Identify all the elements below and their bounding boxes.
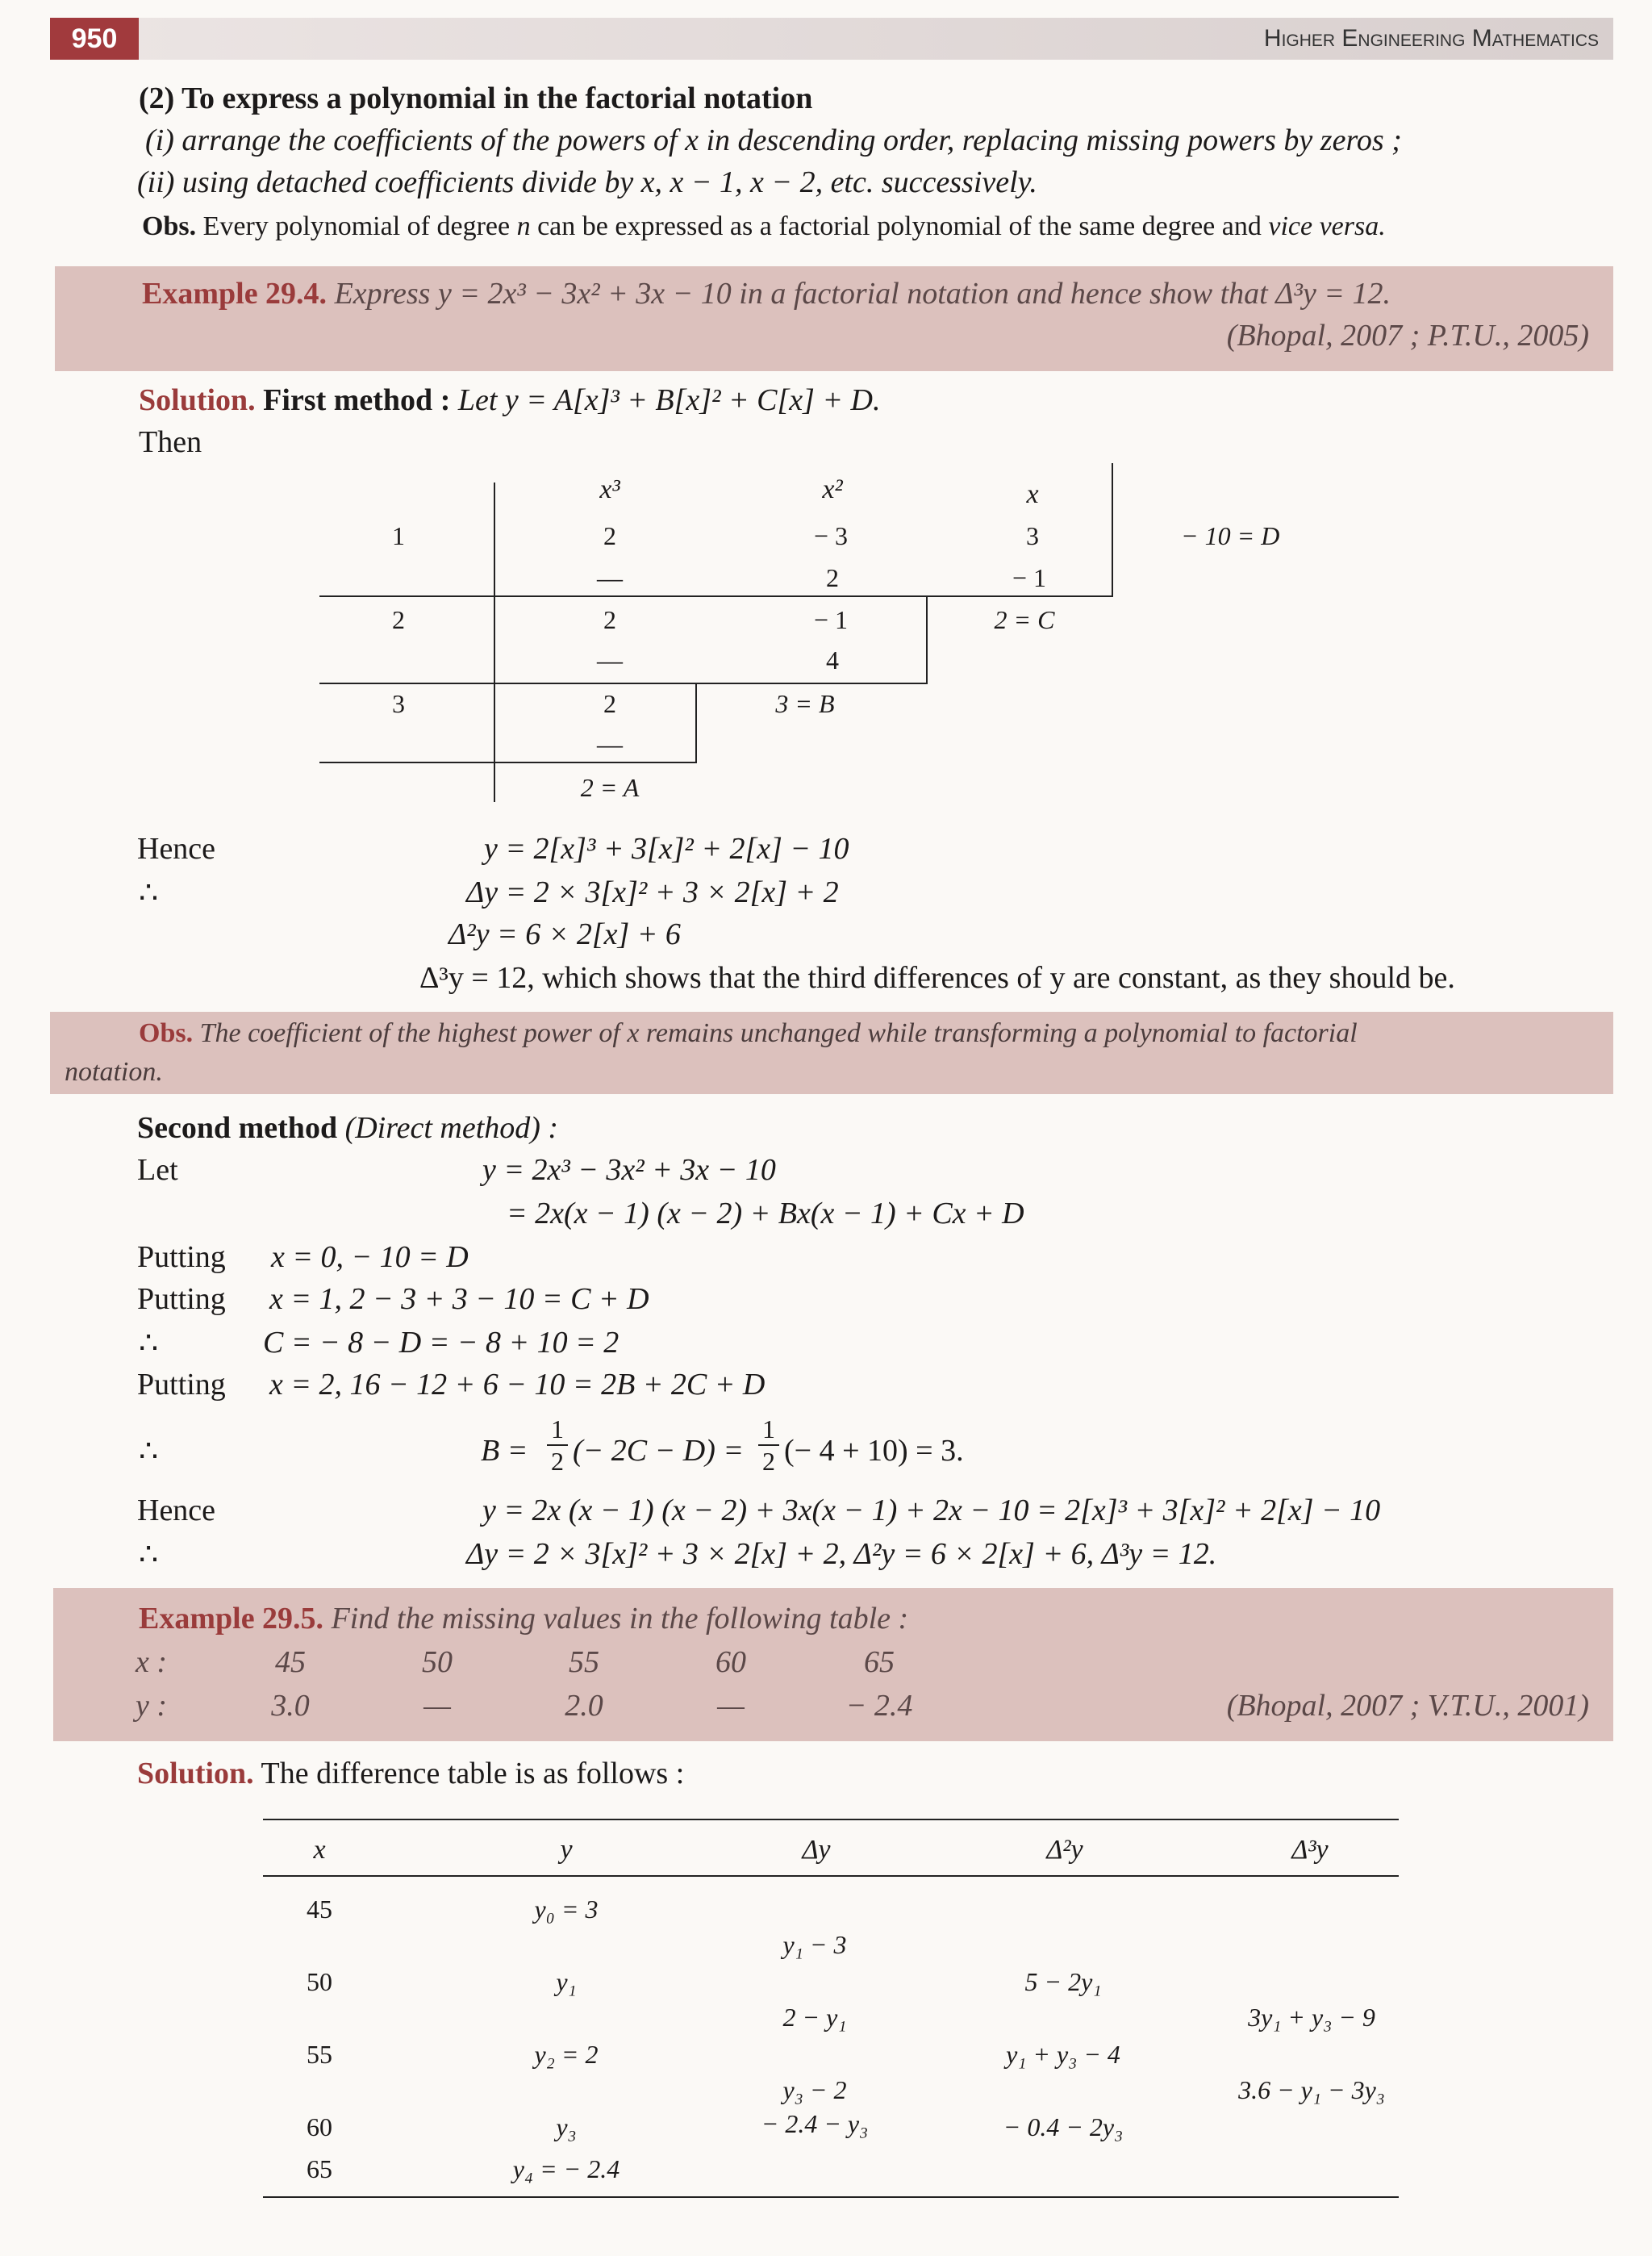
putting-3: x = 2, 16 − 12 + 6 − 10 = 2B + 2C + D	[269, 1368, 766, 1402]
b-line-b: (− 2C − D) =	[573, 1434, 745, 1468]
th-y: y	[560, 1835, 573, 1865]
r1-b: − 3	[813, 521, 849, 550]
th-d2y: Δ²y	[1046, 1835, 1083, 1865]
d3y-1: 3.6 − y₁ − 3y₃	[1238, 2075, 1385, 2104]
b-line-a: B =	[481, 1434, 528, 1468]
dy-2: y₃ − 2	[782, 2075, 847, 2104]
putting-2-label: Putting	[137, 1282, 226, 1316]
header-x: x	[1026, 479, 1039, 509]
then-label: Then	[139, 425, 202, 459]
r1u-a: —	[597, 563, 623, 592]
putting-1-label: Putting	[137, 1240, 226, 1274]
therefore-3: ∴	[139, 1435, 159, 1468]
fraction-2	[758, 1414, 779, 1477]
example-29-5-label: Example 29.5.	[139, 1602, 324, 1636]
ex2-x-3: 60	[715, 1645, 746, 1679]
y-0: y₀ = 3	[534, 1895, 599, 1924]
dy-0: y₁ − 3	[782, 1930, 847, 1959]
fraction-2-den: 2	[762, 1447, 775, 1476]
fraction-2-num: 1	[762, 1414, 775, 1443]
ex2-y-1: —	[423, 1689, 451, 1723]
example-29-4-label: Example 29.4.	[142, 277, 327, 311]
r1-c: 3	[1026, 521, 1039, 550]
obs-label: Obs.	[142, 211, 197, 241]
r1u-c: − 1	[1012, 563, 1047, 592]
section-step-2: (ii) using detached coefficients divide by x, x − 1, x − 2, etc. successively.	[137, 165, 1037, 199]
r3u-a: —	[597, 729, 623, 758]
ex2-y-3: —	[717, 1689, 745, 1723]
th-dy: Δy	[802, 1835, 831, 1865]
r3-a: 2	[603, 689, 616, 718]
b-line-c: (− 4 + 10) = 3.	[784, 1434, 964, 1468]
page-number: 950	[50, 18, 139, 60]
example-29-5-text: Find the missing values in the following table :	[323, 1602, 909, 1636]
sm-eq2: = 2x(x − 1) (x − 2) + Bx(x − 1) + Cx + D	[507, 1197, 1024, 1230]
obs-text-a: Every polynomial of degree	[196, 211, 517, 241]
r2-c: 2 = C	[994, 605, 1055, 634]
second-method-heading	[137, 1110, 558, 1146]
r1-a: 2	[603, 521, 616, 550]
header-x-cubed: x³	[599, 474, 620, 504]
x-2: 55	[307, 2040, 332, 2069]
y-2: y₂ = 2	[534, 2040, 599, 2069]
second-method-label: Second method	[137, 1111, 338, 1145]
ex2-y-4: − 2.4	[845, 1689, 913, 1723]
eq-factorial-y: y = 2[x]³ + 3[x]² + 2[x] − 10	[484, 832, 849, 866]
x-4: 65	[307, 2154, 332, 2183]
dy-3: − 2.4 − y₃	[761, 2109, 869, 2138]
example-29-5-source: (Bhopal, 2007 ; V.T.U., 2001)	[1226, 1689, 1589, 1723]
first-method-label: First method :	[255, 383, 451, 417]
sm-eq1: y = 2x³ − 3x² + 3x − 10	[482, 1153, 776, 1187]
obs-text-b: can be expressed as a factorial polynomial of the same degree and	[530, 211, 1269, 241]
division-result: 2 = A	[580, 773, 640, 802]
divisor-2: 2	[392, 605, 405, 634]
putting-1: x = 0, − 10 = D	[271, 1240, 469, 1274]
book-title: Higher Engineering Mathematics	[1263, 25, 1599, 52]
solution-1-label: Solution.	[139, 383, 256, 417]
y-1: y₁	[556, 1967, 577, 1996]
section-heading: (2) To express a polynomial in the factorial notation	[139, 81, 813, 115]
solution-1-line	[139, 382, 881, 418]
obs-2-line1: The coefficient of the highest power of x remains unchanged while transforming a polynomial to factorial	[193, 1018, 1358, 1048]
obs-2-text	[139, 1018, 1358, 1049]
obs-vice-versa: vice versa.	[1268, 211, 1386, 241]
r2u-b: 4	[826, 645, 839, 675]
example-29-4-source: (Bhopal, 2007 ; P.T.U., 2005)	[1226, 319, 1589, 353]
hence-label-2: Hence	[137, 1494, 216, 1527]
fraction-1	[547, 1414, 568, 1477]
let-label: Let	[137, 1153, 178, 1187]
ex2-x-label: x :	[136, 1645, 168, 1679]
obs-n: n	[516, 211, 531, 241]
first-method-let: Let y = A[x]³ + B[x]² + C[x] + D.	[450, 383, 881, 417]
x-0: 45	[307, 1895, 332, 1924]
divisor-3: 3	[392, 689, 405, 718]
r3-b: 3 = B	[775, 689, 835, 718]
x-3: 60	[307, 2112, 332, 2141]
eq-delta3-y: Δ³y = 12, which shows that the third differences of y are constant, as they should be.	[419, 961, 1455, 995]
eq-delta2-y: Δ²y = 6 × 2[x] + 6	[448, 917, 681, 951]
y-4: y₄ = − 2.4	[512, 2154, 620, 2183]
ex2-x-0: 45	[275, 1645, 306, 1679]
d3y-0: 3y₁ + y₃ − 9	[1248, 2003, 1375, 2032]
r2-b: − 1	[813, 605, 849, 634]
r1-d: − 10 = D	[1181, 521, 1280, 550]
obs-2-line2: notation.	[65, 1057, 163, 1087]
ex2-x-4: 65	[864, 1645, 895, 1679]
divisor-1: 1	[392, 521, 405, 550]
r1u-b: 2	[826, 563, 839, 592]
ex2-y-0: 3.0	[271, 1689, 310, 1723]
example-29-4-text: Express y = 2x³ − 3x² + 3x − 10 in a factorial notation and hence show that Δ³y = 12.	[327, 277, 1391, 311]
hence-eq-2: Δy = 2 × 3[x]² + 3 × 2[x] + 2, Δ²y = 6 × 2[x] + 6, Δ³y = 12.	[466, 1537, 1217, 1571]
section-obs	[142, 211, 1386, 242]
ex2-x-2: 55	[569, 1645, 599, 1679]
fraction-1-den: 2	[551, 1447, 564, 1476]
hence-label-1: Hence	[137, 832, 216, 866]
r2-a: 2	[603, 605, 616, 634]
putting-2: x = 1, 2 − 3 + 3 − 10 = C + D	[269, 1282, 649, 1316]
obs-2-label: Obs.	[139, 1018, 194, 1048]
c-line: C = − 8 − D = − 8 + 10 = 2	[263, 1326, 620, 1360]
dy-1: 2 − y₁	[782, 2003, 847, 2032]
ex2-y-label: y :	[136, 1689, 168, 1723]
second-method-sub: (Direct method) :	[344, 1111, 559, 1145]
putting-3-label: Putting	[137, 1368, 226, 1402]
therefore-4: ∴	[139, 1538, 159, 1572]
y-3: y₃	[556, 2112, 577, 2141]
th-d3y: Δ³y	[1291, 1835, 1329, 1865]
section-step-1: (i) arrange the coefficients of the powers of x in descending order, replacing missing powers by zeros ;	[145, 123, 1402, 157]
r2u-a: —	[597, 645, 623, 675]
example-29-4-statement	[142, 276, 1391, 311]
eq-delta-y: Δy = 2 × 3[x]² + 3 × 2[x] + 2	[466, 875, 839, 909]
d2y-2: − 0.4 − 2y₃	[1003, 2112, 1124, 2141]
solution-2-line	[137, 1756, 684, 1791]
x-1: 50	[307, 1967, 332, 1996]
therefore-1: ∴	[139, 876, 159, 910]
d2y-1: y₁ + y₃ − 4	[1006, 2040, 1120, 2069]
example-29-5-statement	[139, 1601, 908, 1636]
solution-2-text: The difference table is as follows :	[253, 1757, 685, 1790]
solution-2-label: Solution.	[137, 1757, 254, 1790]
page-header	[50, 18, 1613, 60]
th-x: x	[313, 1835, 326, 1865]
fraction-1-num: 1	[551, 1414, 564, 1443]
hence-eq-1: y = 2x (x − 1) (x − 2) + 3x(x − 1) + 2x − 10 = 2[x]³ + 3[x]² + 2[x] − 10	[482, 1494, 1381, 1527]
therefore-2: ∴	[139, 1326, 159, 1360]
ex2-y-2: 2.0	[565, 1689, 603, 1723]
header-x-squared: x²	[822, 474, 843, 504]
d2y-0: 5 − 2y₁	[1024, 1967, 1102, 1996]
ex2-x-1: 50	[422, 1645, 453, 1679]
